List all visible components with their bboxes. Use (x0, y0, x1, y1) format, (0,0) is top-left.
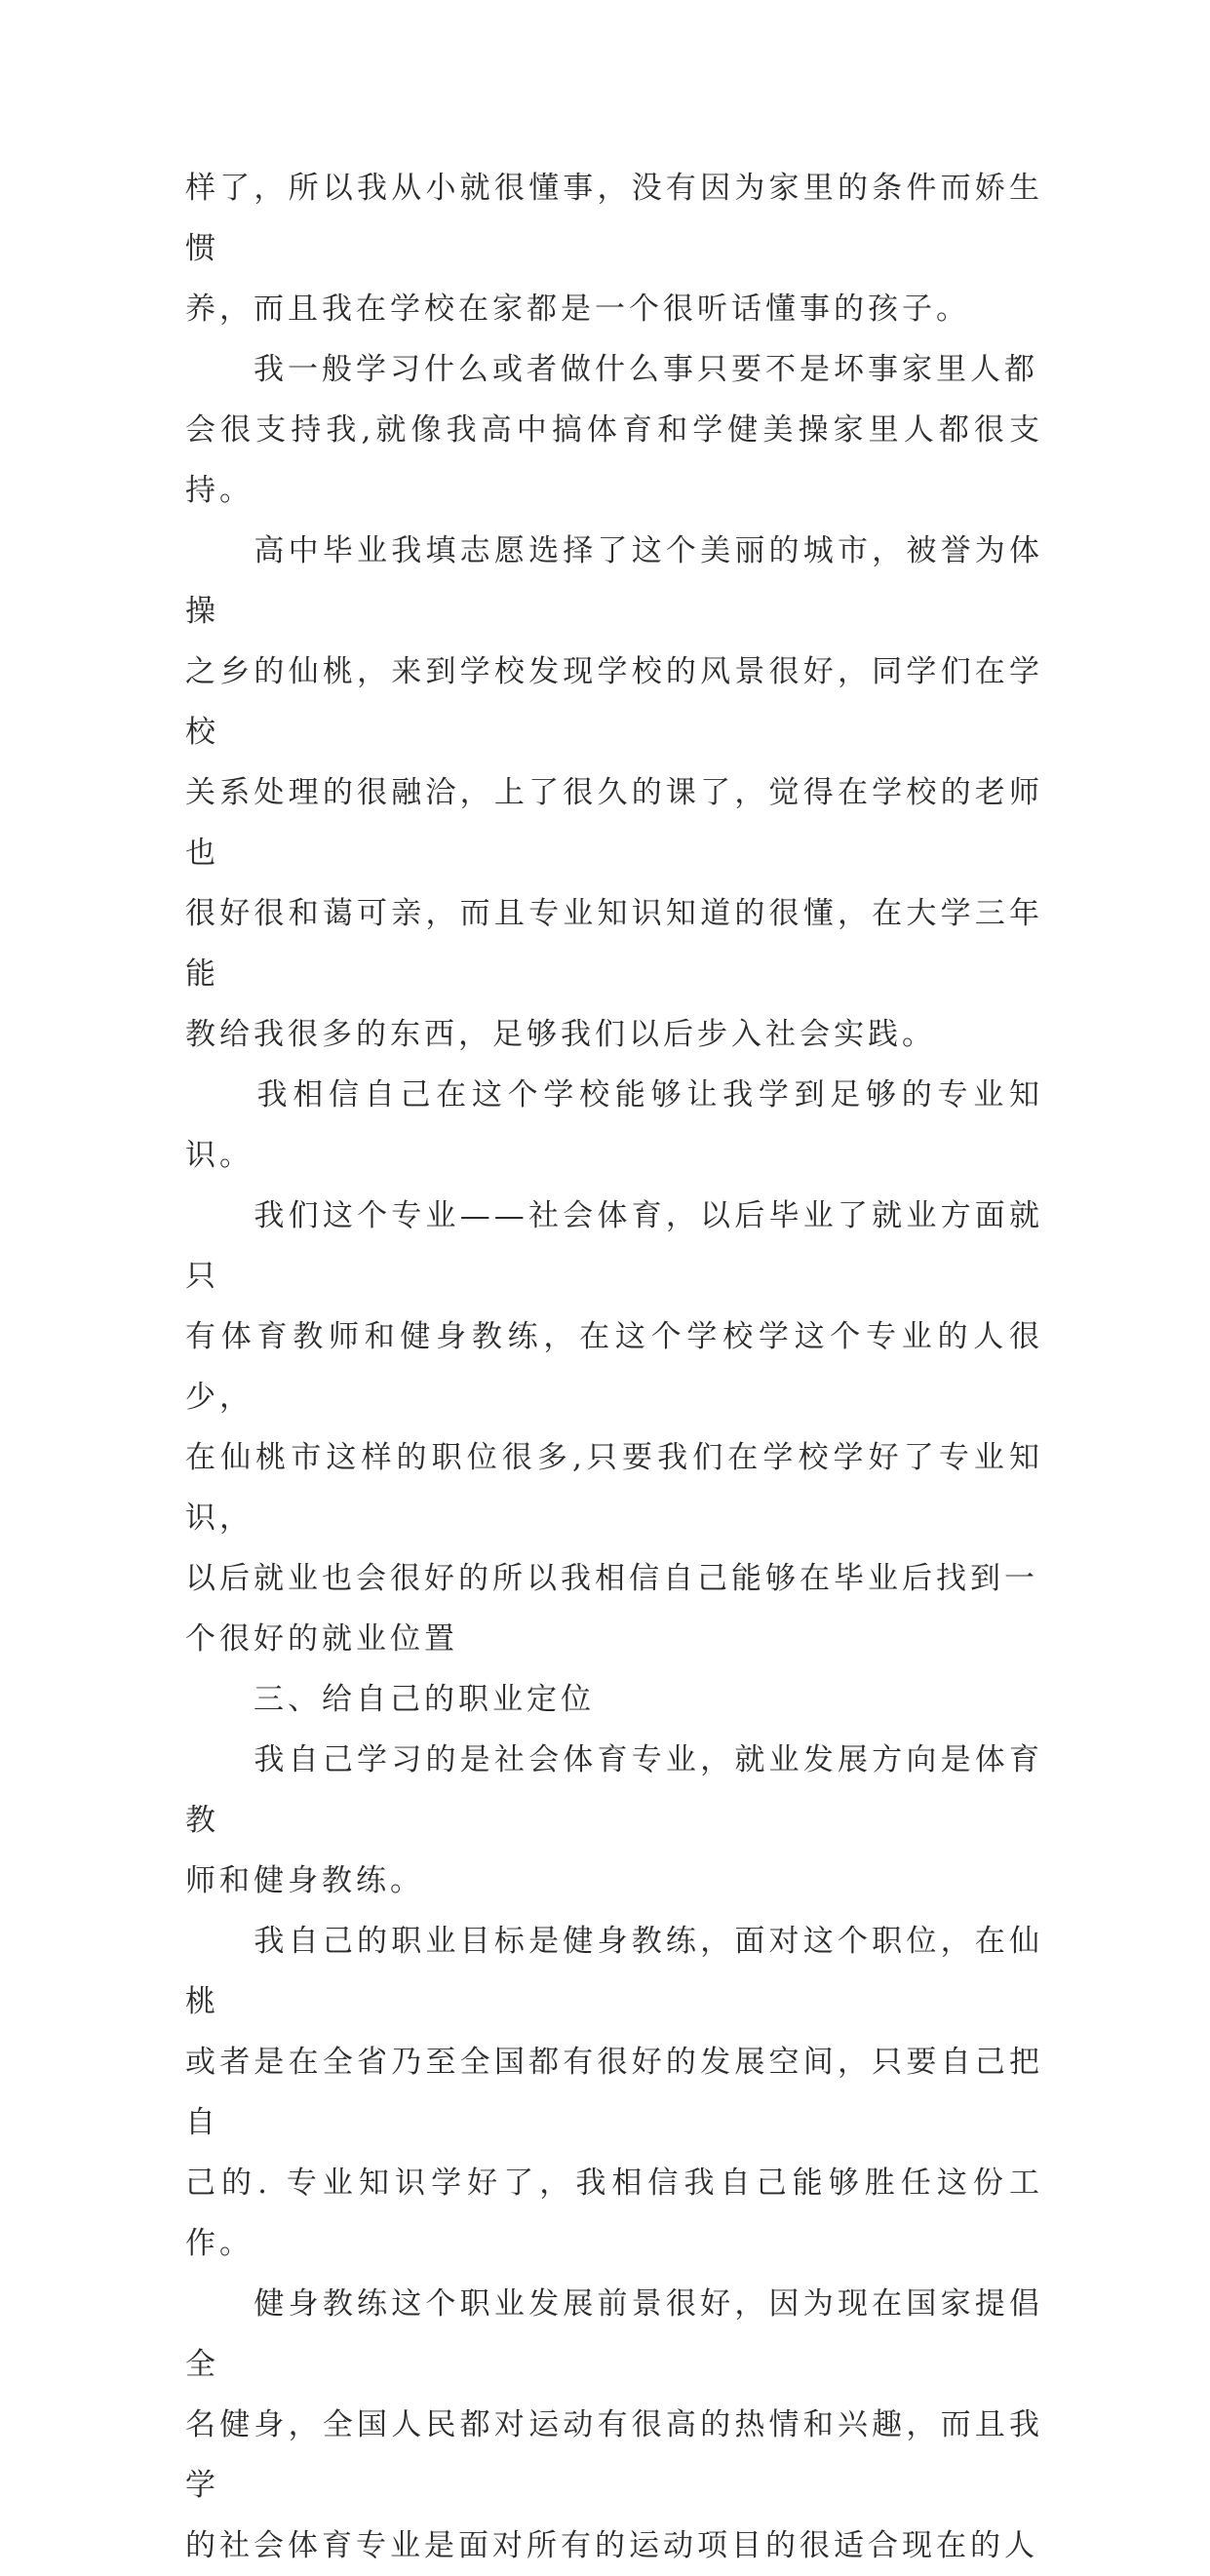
paragraph-3: 高中毕业我填志愿选择了这个美丽的城市，被誉为体操 之乡的仙桃，来到学校发现学校的风景很好，同学们在学校 关系处理的很融洽，上了很久的课了，觉得在学校的老师也 很好很和蔼可亲，而且专业知识知道的很懂，在大学三年能 教给我很多的东西，足够我们以后步入社会实践。 (185, 533, 1043, 1052)
paragraph-2: 我一般学习什么或者做什么事只要不是坏事家里人都 会很支持我,就像我高中搞体育和学健美操家里人都很支持。 (185, 352, 1043, 508)
paragraph-1: 样了，所以我从小就很懂事，没有因为家里的条件而娇生惯 养，而且我在学校在家都是一个很听话懂事的孩子。 (185, 171, 1043, 327)
section-heading: 三、给自己的职业定位 (185, 1682, 595, 1717)
paragraph-5: 我们这个专业——社会体育，以后毕业了就业方面就只 有体育教师和健身教练，在这个学校学这个专业的人很少， 在仙桃市这样的职位很多,只要我们在学校学好了专业知识， 以后就业也会很好的所以我相信自己能够在毕业后找到一 个很好的就业位置 (185, 1198, 1043, 1657)
paragraph-6: 我自己学习的是社会体育专业，就业发展方向是体育教 师和健身教练。 (185, 1742, 1043, 1898)
paragraph-7: 我自己的职业目标是健身教练，面对这个职位，在仙桃 或者是在全省乃至全国都有很好的发展空间，只要自己把自 己的. 专业知识学好了，我相信我自己能够胜任这份工作。 (185, 1924, 1043, 2261)
paragraph-8: 健身教练这个职业发展前景很好，因为现在国家提倡全 名健身，全国人民都对运动有很高的热情和兴趣，而且我学 的社会体育专业是面对所有的运动项目的很适合现在的人 (185, 2286, 1043, 2563)
paragraph-4: 我相信自己在这个学校能够让我学到足够的专业知识。 (185, 1077, 1043, 1173)
document-body (185, 158, 1043, 2576)
